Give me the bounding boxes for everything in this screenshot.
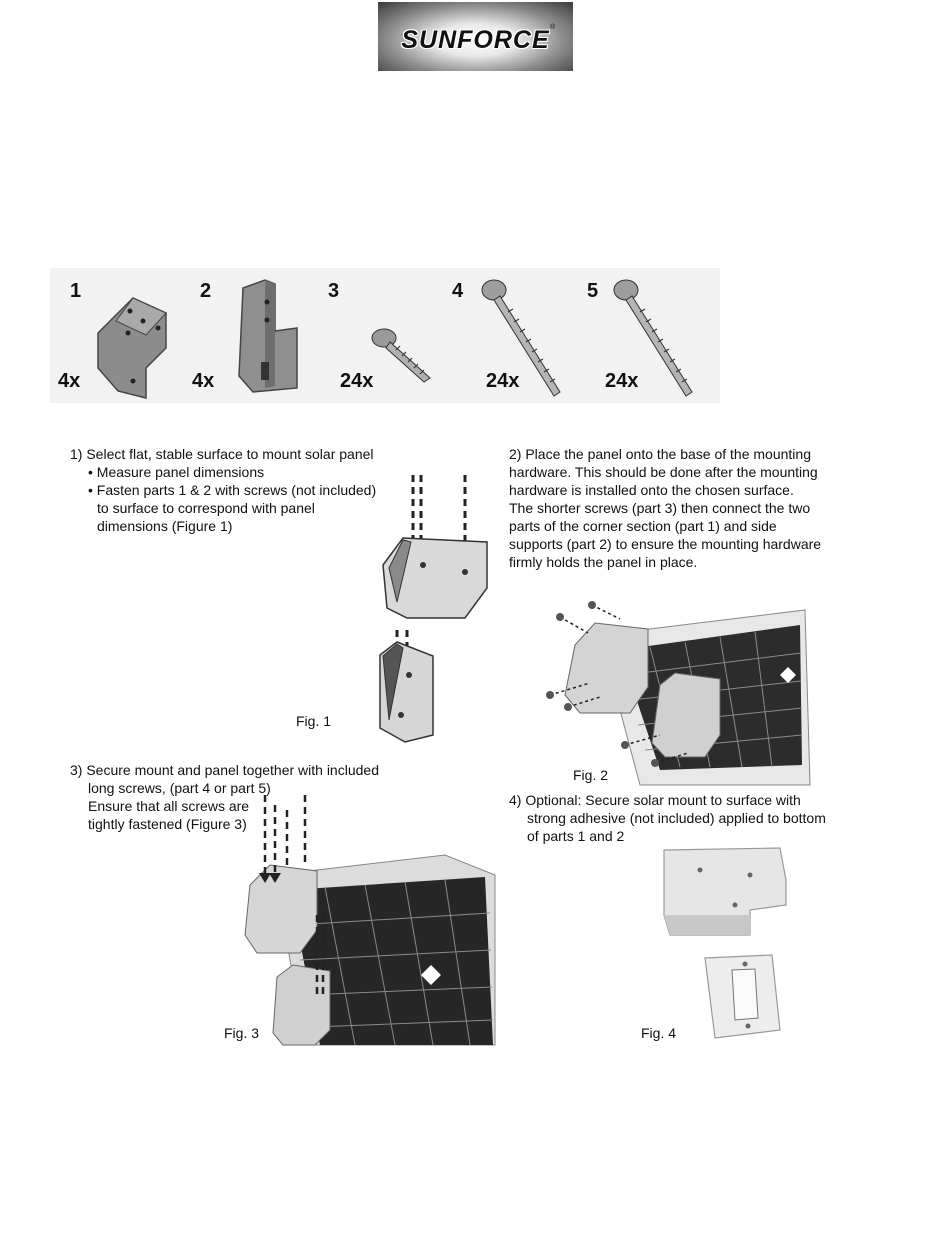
- short-screw-image: [368, 320, 448, 390]
- figure-1-image: [375, 470, 495, 750]
- figure-4-image: [660, 840, 790, 1040]
- logo-text: SUNFORCE: [401, 26, 550, 54]
- step-4-line-2: strong adhesive (not included) applied to bottom: [527, 810, 826, 826]
- step-1-bullet-2-line-3: dimensions (Figure 1): [97, 518, 233, 534]
- step-3-line-4: tightly fastened (Figure 3): [88, 816, 247, 832]
- figure-3-image: [245, 795, 495, 1045]
- figure-2-caption: Fig. 2: [573, 767, 609, 783]
- parts-strip: [50, 268, 720, 403]
- step-2-line-7: firmly holds the panel in place.: [509, 554, 698, 570]
- step-4-line-3: of parts 1 and 2: [527, 828, 625, 844]
- step-1-bullet-1: • Measure panel dimensions: [88, 464, 265, 480]
- step-3-line-2: long screws, (part 4 or part 5): [88, 780, 271, 796]
- step-3-line-1: 3) Secure mount and panel together with included: [70, 762, 379, 778]
- figure-2-image: [520, 595, 810, 785]
- part-4-number: 4: [452, 280, 464, 302]
- step-2-line-1: 2) Place the panel onto the base of the mounting: [509, 446, 811, 462]
- part-1-quantity: 4x: [58, 370, 81, 392]
- figure-3-caption: Fig. 3: [224, 1025, 260, 1041]
- step-2-line-5: parts of the corner section (part 1) and side: [509, 518, 777, 534]
- corner-bracket-image: [88, 273, 188, 403]
- step-1-bullet-2-line-2: to surface to correspond with panel: [97, 500, 315, 516]
- step-2-line-4: The shorter screws (part 3) then connect the two: [509, 500, 811, 516]
- sunforce-logo: [378, 2, 573, 71]
- step-3-line-3: Ensure that all screws are: [88, 798, 250, 814]
- long-screw-part-4-image: [478, 272, 568, 402]
- part-2-quantity: 4x: [192, 370, 215, 392]
- part-4-quantity: 24x: [486, 370, 520, 392]
- part-2-number: 2: [200, 280, 212, 302]
- part-5-number: 5: [587, 280, 599, 302]
- part-3-quantity: 24x: [340, 370, 374, 392]
- step-2-line-6: supports (part 2) to ensure the mounting hardware: [509, 536, 822, 552]
- figure-4-caption: Fig. 4: [641, 1025, 677, 1041]
- part-5-quantity: 24x: [605, 370, 639, 392]
- side-support-image: [235, 276, 315, 396]
- long-screw-part-5-image: [610, 272, 700, 402]
- part-3-number: 3: [328, 280, 340, 302]
- figure-1-caption: Fig. 1: [296, 713, 332, 729]
- step-2-line-3: hardware is installed onto the chosen surface.: [509, 482, 794, 498]
- step-1-heading: 1) Select flat, stable surface to mount solar panel: [70, 446, 374, 462]
- logo-registered-mark: ®: [550, 24, 556, 31]
- step-1-bullet-2-line-1: • Fasten parts 1 & 2 with screws (not included): [88, 482, 377, 498]
- part-1-number: 1: [70, 280, 82, 302]
- step-2-line-2: hardware. This should be done after the mounting: [509, 464, 818, 480]
- step-4-line-1: 4) Optional: Secure solar mount to surface with: [509, 792, 801, 808]
